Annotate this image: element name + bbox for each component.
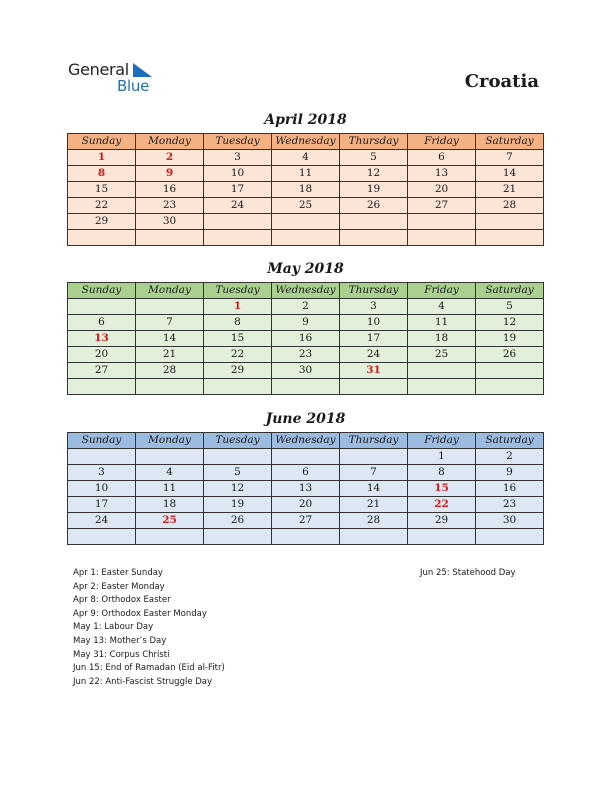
day-cell: 12 xyxy=(204,481,272,497)
day-cell: 21 xyxy=(136,347,204,363)
day-cell: 4 xyxy=(272,150,340,166)
holiday-item: May 13: Mother’s Day xyxy=(73,635,167,646)
calendar-april xyxy=(67,133,544,246)
week-row xyxy=(68,230,544,246)
weekday-header: Friday xyxy=(408,283,476,299)
day-cell: 27 xyxy=(272,513,340,529)
day-cell: 28 xyxy=(340,513,408,529)
day-cell: 24 xyxy=(204,198,272,214)
day-cell xyxy=(204,379,272,395)
weekday-header: Monday xyxy=(136,134,204,150)
weekday-header: Thursday xyxy=(340,134,408,150)
day-cell: 28 xyxy=(136,363,204,379)
day-cell xyxy=(136,230,204,246)
day-cell: 13 xyxy=(272,481,340,497)
day-cell xyxy=(476,230,544,246)
week-row xyxy=(68,465,544,481)
day-cell: 6 xyxy=(68,315,136,331)
day-cell: 9 xyxy=(136,166,204,182)
day-cell: 23 xyxy=(136,198,204,214)
day-cell: 30 xyxy=(272,363,340,379)
weekday-header-row xyxy=(68,283,544,299)
day-cell: 26 xyxy=(204,513,272,529)
day-cell: 17 xyxy=(204,182,272,198)
week-row xyxy=(68,347,544,363)
day-cell: 23 xyxy=(476,497,544,513)
day-cell: 15 xyxy=(204,331,272,347)
day-cell: 10 xyxy=(68,481,136,497)
day-cell xyxy=(136,529,204,545)
holiday-item: Apr 9: Orthodox Easter Monday xyxy=(73,608,207,619)
day-cell: 20 xyxy=(408,182,476,198)
day-cell xyxy=(408,214,476,230)
calendar-june xyxy=(67,432,544,545)
calendar-may xyxy=(67,282,544,395)
calendar-body xyxy=(68,449,544,545)
day-cell: 3 xyxy=(68,465,136,481)
day-cell xyxy=(204,529,272,545)
week-row xyxy=(68,198,544,214)
day-cell: 16 xyxy=(272,331,340,347)
day-cell xyxy=(68,299,136,315)
month-title-may: May 2018 xyxy=(267,261,344,277)
calendar-body xyxy=(68,299,544,395)
week-row xyxy=(68,150,544,166)
day-cell xyxy=(408,529,476,545)
day-cell: 12 xyxy=(340,166,408,182)
holiday-item: Apr 1: Easter Sunday xyxy=(73,568,163,578)
week-row xyxy=(68,363,544,379)
weekday-header-row xyxy=(68,433,544,449)
weekday-header: Thursday xyxy=(340,433,408,449)
day-cell: 31 xyxy=(340,363,408,379)
day-cell: 25 xyxy=(272,198,340,214)
day-cell xyxy=(204,449,272,465)
day-cell: 10 xyxy=(340,315,408,331)
day-cell: 8 xyxy=(408,465,476,481)
weekday-header: Wednesday xyxy=(272,134,340,150)
week-row xyxy=(68,331,544,347)
week-row xyxy=(68,497,544,513)
weekday-header: Wednesday xyxy=(272,433,340,449)
weekday-header: Sunday xyxy=(68,283,136,299)
day-cell: 11 xyxy=(136,481,204,497)
day-cell: 5 xyxy=(340,150,408,166)
week-row xyxy=(68,182,544,198)
day-cell: 5 xyxy=(204,465,272,481)
day-cell: 3 xyxy=(204,150,272,166)
day-cell: 16 xyxy=(136,182,204,198)
day-cell: 10 xyxy=(204,166,272,182)
holiday-item: May 31: Corpus Christi xyxy=(73,649,170,660)
day-cell: 15 xyxy=(68,182,136,198)
day-cell xyxy=(272,214,340,230)
day-cell: 17 xyxy=(68,497,136,513)
holiday-list-left xyxy=(73,567,225,689)
day-cell: 29 xyxy=(204,363,272,379)
day-cell xyxy=(68,379,136,395)
day-cell: 29 xyxy=(408,513,476,529)
day-cell: 2 xyxy=(272,299,340,315)
day-cell: 16 xyxy=(476,481,544,497)
day-cell xyxy=(272,230,340,246)
country-title: Croatia xyxy=(464,71,539,92)
day-cell: 1 xyxy=(204,299,272,315)
day-cell: 8 xyxy=(68,166,136,182)
day-cell: 26 xyxy=(340,198,408,214)
day-cell xyxy=(408,379,476,395)
day-cell: 30 xyxy=(476,513,544,529)
day-cell xyxy=(340,230,408,246)
holiday-item: Jun 25: Statehood Day xyxy=(420,568,516,578)
day-cell: 13 xyxy=(408,166,476,182)
day-cell xyxy=(136,299,204,315)
day-cell xyxy=(136,379,204,395)
day-cell: 19 xyxy=(204,497,272,513)
day-cell: 24 xyxy=(68,513,136,529)
day-cell: 4 xyxy=(136,465,204,481)
day-cell: 25 xyxy=(136,513,204,529)
weekday-header: Tuesday xyxy=(204,433,272,449)
day-cell: 18 xyxy=(408,331,476,347)
week-row xyxy=(68,481,544,497)
day-cell xyxy=(476,214,544,230)
logo-word-blue: Blue xyxy=(117,77,149,95)
week-row xyxy=(68,299,544,315)
day-cell xyxy=(340,529,408,545)
day-cell xyxy=(340,449,408,465)
day-cell: 13 xyxy=(68,331,136,347)
weekday-header-row xyxy=(68,134,544,150)
month-title-june: June 2018 xyxy=(265,411,346,427)
day-cell xyxy=(272,379,340,395)
holiday-item: Jun 22: Anti-Fascist Struggle Day xyxy=(73,676,213,687)
day-cell xyxy=(272,449,340,465)
day-cell xyxy=(68,230,136,246)
day-cell: 21 xyxy=(340,497,408,513)
weekday-header: Sunday xyxy=(68,433,136,449)
day-cell: 7 xyxy=(476,150,544,166)
day-cell: 30 xyxy=(136,214,204,230)
day-cell xyxy=(476,363,544,379)
day-cell: 1 xyxy=(408,449,476,465)
day-cell xyxy=(340,379,408,395)
weekday-header: Saturday xyxy=(476,433,544,449)
day-cell: 22 xyxy=(204,347,272,363)
day-cell: 27 xyxy=(68,363,136,379)
day-cell: 18 xyxy=(136,497,204,513)
day-cell: 2 xyxy=(136,150,204,166)
weekday-header: Friday xyxy=(408,433,476,449)
day-cell xyxy=(68,449,136,465)
day-cell: 9 xyxy=(272,315,340,331)
holiday-item: May 1: Labour Day xyxy=(73,622,154,633)
day-cell: 17 xyxy=(340,331,408,347)
day-cell: 14 xyxy=(340,481,408,497)
day-cell: 11 xyxy=(272,166,340,182)
day-cell: 3 xyxy=(340,299,408,315)
day-cell xyxy=(408,363,476,379)
week-row xyxy=(68,166,544,182)
week-row xyxy=(68,315,544,331)
day-cell: 2 xyxy=(476,449,544,465)
weekday-header: Friday xyxy=(408,134,476,150)
holiday-list-right xyxy=(420,567,516,581)
day-cell: 7 xyxy=(136,315,204,331)
day-cell: 4 xyxy=(408,299,476,315)
day-cell xyxy=(476,529,544,545)
logo-triangle-icon xyxy=(133,63,153,77)
day-cell xyxy=(272,529,340,545)
day-cell: 5 xyxy=(476,299,544,315)
day-cell: 28 xyxy=(476,198,544,214)
day-cell: 12 xyxy=(476,315,544,331)
day-cell: 29 xyxy=(68,214,136,230)
day-cell xyxy=(476,379,544,395)
logo-word-general: General xyxy=(68,60,129,79)
day-cell xyxy=(340,214,408,230)
weekday-header: Wednesday xyxy=(272,283,340,299)
month-title-april: April 2018 xyxy=(264,112,347,128)
week-row xyxy=(68,379,544,395)
day-cell xyxy=(68,529,136,545)
day-cell: 11 xyxy=(408,315,476,331)
day-cell xyxy=(204,214,272,230)
day-cell: 19 xyxy=(476,331,544,347)
weekday-header: Monday xyxy=(136,433,204,449)
day-cell: 7 xyxy=(340,465,408,481)
weekday-header: Sunday xyxy=(68,134,136,150)
day-cell: 20 xyxy=(68,347,136,363)
week-row xyxy=(68,214,544,230)
week-row xyxy=(68,449,544,465)
day-cell: 14 xyxy=(476,166,544,182)
day-cell: 20 xyxy=(272,497,340,513)
calendar-body xyxy=(68,150,544,246)
weekday-header: Saturday xyxy=(476,134,544,150)
day-cell xyxy=(204,230,272,246)
day-cell: 6 xyxy=(272,465,340,481)
holiday-item: Jun 15: End of Ramadan (Eid al-Fitr) xyxy=(73,663,225,674)
weekday-header: Thursday xyxy=(340,283,408,299)
day-cell: 14 xyxy=(136,331,204,347)
day-cell: 15 xyxy=(408,481,476,497)
holiday-item: Apr 8: Orthodox Easter xyxy=(73,595,171,606)
day-cell: 27 xyxy=(408,198,476,214)
day-cell: 8 xyxy=(204,315,272,331)
day-cell: 1 xyxy=(68,150,136,166)
day-cell: 25 xyxy=(408,347,476,363)
generalblue-logo xyxy=(68,60,168,98)
holiday-item: Apr 2: Easter Monday xyxy=(73,581,165,592)
day-cell xyxy=(136,449,204,465)
day-cell: 22 xyxy=(68,198,136,214)
day-cell: 26 xyxy=(476,347,544,363)
day-cell: 24 xyxy=(340,347,408,363)
day-cell xyxy=(408,230,476,246)
day-cell: 22 xyxy=(408,497,476,513)
day-cell: 9 xyxy=(476,465,544,481)
weekday-header: Tuesday xyxy=(204,283,272,299)
weekday-header: Saturday xyxy=(476,283,544,299)
day-cell: 19 xyxy=(340,182,408,198)
day-cell: 23 xyxy=(272,347,340,363)
weekday-header: Monday xyxy=(136,283,204,299)
weekday-header: Tuesday xyxy=(204,134,272,150)
week-row xyxy=(68,513,544,529)
day-cell: 6 xyxy=(408,150,476,166)
day-cell: 21 xyxy=(476,182,544,198)
week-row xyxy=(68,529,544,545)
day-cell: 18 xyxy=(272,182,340,198)
